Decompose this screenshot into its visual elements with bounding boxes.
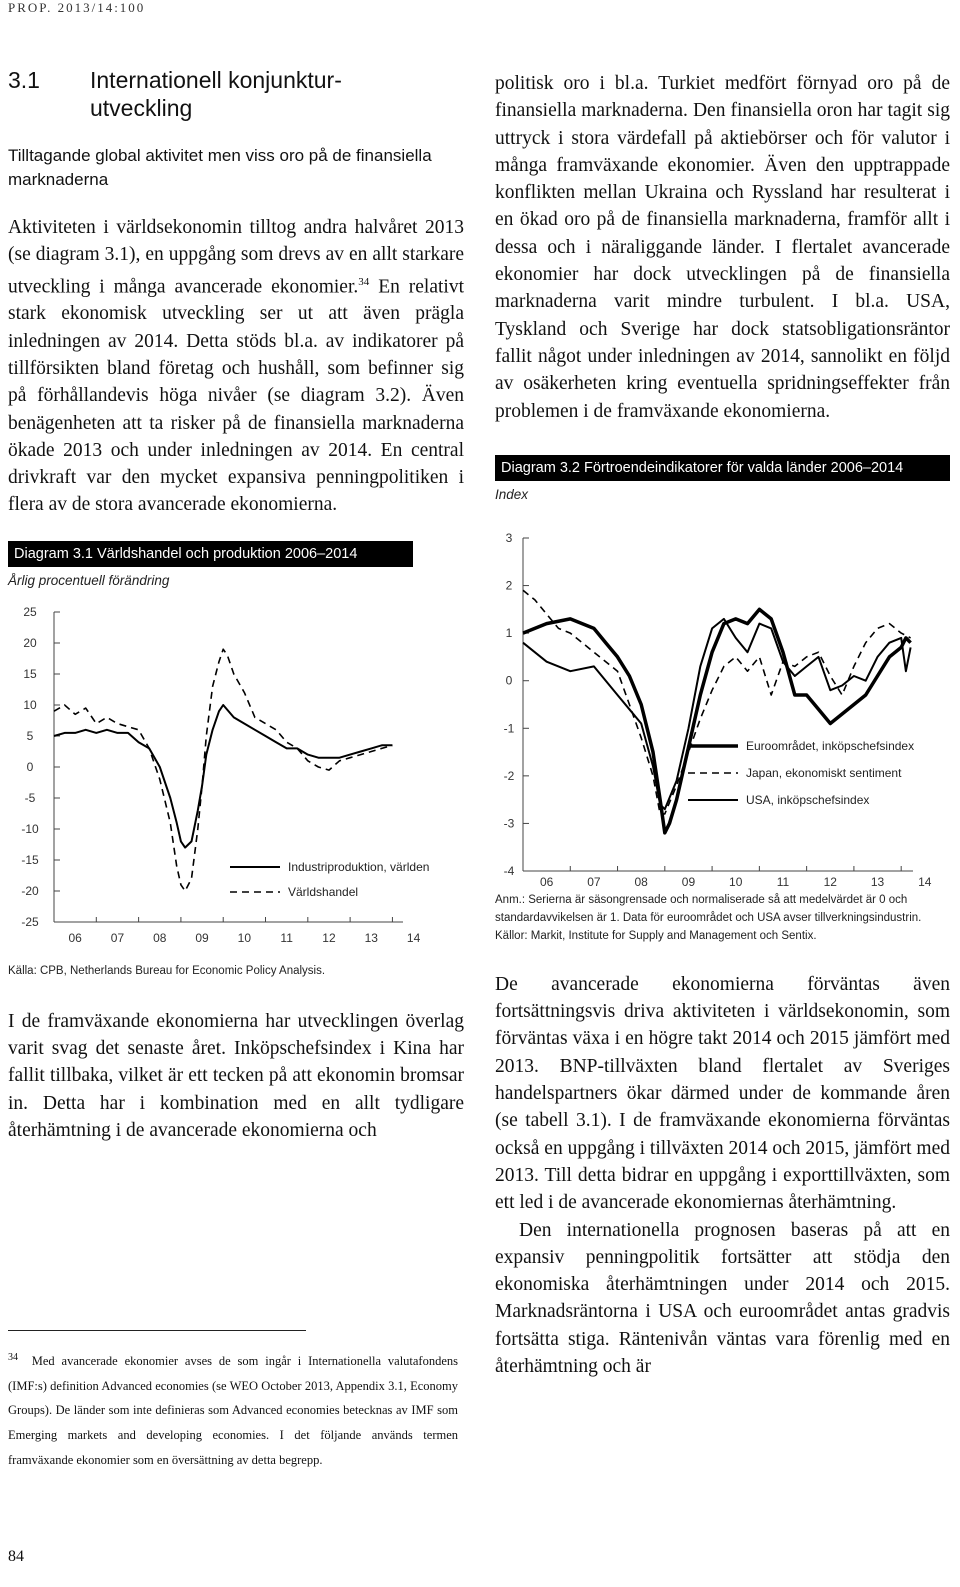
- running-head: PROP. 2013/14:100: [8, 0, 146, 15]
- x-tick-label: 08: [153, 930, 167, 945]
- x-tick-label: 06: [539, 874, 554, 889]
- x-tick-label: 11: [280, 930, 293, 945]
- body-paragraph: Den internationella prognosen baseras på att en expansiv penningpolitik fortsätter att stödja den ekonomiska återhämtningen under 2014 och 2015. Marknadsräntorna i USA och euroområdet antas gradvis fortsätta stiga. Räntenivån väntas vara förenlig med en återhämtning och är: [495, 1219, 950, 1378]
- figure-source: Källa: CPB, Netherlands Bureau for Economic Policy Analysis.: [8, 964, 326, 977]
- y-tick-label: 25: [23, 604, 37, 619]
- y-tick-label: 2: [505, 578, 513, 593]
- y-tick-label: 15: [23, 666, 37, 681]
- x-tick-label: 13: [364, 930, 378, 945]
- y-tick-label: 5: [26, 728, 34, 743]
- legend-label: USA, inköpschefsindex: [746, 792, 870, 807]
- right-column: [495, 70, 950, 1380]
- body-paragraph: De avancerade ekonomierna förväntas även fortsättningsvis driva aktiviteten i världsekonomin, som förväntas växa i en högre takt 2014 och 2015 jämfört med 2013. BNP-tillväxten bland flertalet av Sveriges handelspartners ökar därmed under de kommande åren (se tabell 3.1). I de framväxande ekonomierna förväntas också en uppgång i tillväxten 2014 och 2015, jämfört med 2013. Till detta bidrar en uppgång i exporttillväxten, som ett led i de avancerade ekonomiernas återhämtning.: [495, 973, 950, 1214]
- x-tick-label: 07: [587, 874, 601, 889]
- chart-confidence: [495, 506, 945, 891]
- x-tick-label: 09: [195, 930, 209, 945]
- legend-label: Industriproduktion, världen: [288, 859, 430, 874]
- paragraph-text: Aktiviteten i världsekonomin tilltog andra halvåret 2013 (se diagram 3.1), en uppgång som drevs av en allt starkare utveckling i många avancerade ekonomier.: [8, 217, 464, 298]
- x-tick-label: 13: [870, 874, 885, 889]
- y-tick-label: 20: [23, 635, 37, 650]
- x-tick-label: 11: [776, 874, 790, 889]
- figure-label: Diagram 3.1 Världshandel och produktion 2006–2014: [8, 541, 413, 567]
- footnote-ref: 34: [358, 275, 370, 288]
- x-tick-label: 14: [406, 930, 421, 945]
- figure-unit: Index: [495, 486, 529, 502]
- x-tick-label: 07: [110, 930, 125, 945]
- y-tick-label: -10: [21, 821, 39, 836]
- y-tick-label: -1: [503, 721, 515, 736]
- footnote-rule: [8, 1330, 306, 1331]
- y-tick-label: -2: [503, 768, 515, 783]
- y-tick-label: 1: [505, 626, 513, 641]
- y-tick-label: -3: [503, 816, 515, 831]
- legend-label: Euroområdet, inköpschefsindex: [746, 738, 915, 753]
- footnote: [8, 1346, 458, 1472]
- x-tick-label: 14: [918, 874, 932, 889]
- figure-source: Källor: Markit, Institute for Supply and Management och Sentix.: [495, 929, 817, 942]
- x-tick-label: 10: [237, 930, 252, 945]
- y-tick-label: -20: [21, 883, 39, 898]
- series-line: [54, 705, 392, 848]
- page-number: 84: [8, 1548, 24, 1565]
- x-tick-label: 06: [68, 930, 82, 945]
- figure-3-2: [495, 455, 950, 945]
- footnote-number: 34: [8, 1352, 18, 1363]
- chart-world-trade: [8, 596, 448, 966]
- x-tick-label: 10: [729, 874, 743, 889]
- x-tick-label: 09: [681, 874, 696, 889]
- section-title-line1: Internationell konjunktur-: [90, 67, 342, 93]
- body-paragraph: politisk oro i bl.a. Turkiet medfört förnyad oro på de finansiella marknaderna. Den finansiella oron har tagit sig uttryck i stora värdefall på aktiebörser och för valutor i många framväxande ekonomier. Även den upptrappade konflikten mellan Ukraina och Ryssland har resulterat i en ökad oro på de finansiella marknaderna, framför allt i dessa och i näraliggande länder. I flertalet avancerade ekonomier har dock utvecklingen på de finansiella marknaderna varit mindre turbulent. I bl.a. USA, Tyskland och Sverige har dock statsobligationsräntor fallit något under inledningen av 2014, sannolikt en följd av osäkerheten kring eventuella spridningseffekter från problemen i de framväxande ekonomierna.: [495, 73, 950, 422]
- section-number: 3.1: [8, 67, 40, 93]
- series-line: [523, 619, 911, 809]
- legend-label: Världshandel: [288, 884, 359, 899]
- y-tick-label: -5: [24, 790, 36, 805]
- body-paragraph: I de framväxande ekonomierna har utvecklingen överlag varit svag det senaste året. Inköpschefsindex i Kina har fallit tillbaka, vilket är ett tecken på att ekonomin bromsar in. Detta har i kombination med en allt tydligare återhämtning i de avancerade ekonomierna och: [8, 1010, 464, 1141]
- x-tick-label: 12: [823, 874, 837, 889]
- y-tick-label: -25: [21, 914, 39, 929]
- figure-3-1: [8, 541, 430, 980]
- y-tick-label: 3: [505, 530, 513, 545]
- figure-unit: Årlig procentuell förändring: [8, 572, 170, 588]
- x-tick-label: 12: [322, 930, 336, 945]
- figure-label: Diagram 3.2 Förtroendeindikatorer för valda länder 2006–2014: [495, 455, 950, 481]
- footnote-text: Med avancerade ekonomier avses de som ingår i Internationella valutafondens (IMF:s) definition Advanced economies (se WEO October 2013, Appendix 3.1, Economy Groups). De länder som inte definieras som Advanced economies betecknas av IMF som Emerging markets and developing economies. I det följande används termen framväxande ekonomier som en översättning av detta begrepp.: [8, 1354, 459, 1467]
- body-paragraph: [8, 214, 464, 519]
- y-tick-label: -4: [503, 863, 515, 878]
- section-title: [8, 66, 464, 122]
- x-tick-label: 08: [634, 874, 648, 889]
- y-tick-label: 0: [26, 759, 34, 774]
- y-tick-label: -15: [21, 852, 39, 867]
- figure-note: Anm.: Serierna är säsongrensade och normaliserade så att medelvärdet är 0 och standardavvikelsen är 1. Data för euroområdet och USA avser tillverkningsindustrin.: [495, 893, 922, 924]
- y-tick-label: 10: [23, 697, 37, 712]
- left-column: [8, 66, 464, 1144]
- y-tick-label: 0: [505, 673, 513, 688]
- legend-label: Japan, ekonomiskt sentiment: [746, 765, 902, 780]
- subheading: Tilltagande global aktivitet men viss oro på de finansiella marknaderna: [8, 146, 432, 189]
- paragraph-text: En relativt stark ekonomisk utveckling ser ut att även prägla inledningen av 2014. Detta stöds bl.a. av indikatorer på tillförsikten bland företag och hushåll, som befinner sig på förhållandevis höga nivåer (se diagram 3.2). Även benägenheten att ta risker på de finansiella marknaderna ökade 2013 och under inledningen av 2014. En central drivkraft var den mycket expansiva penningpolitiken i flera av de stora avancerade ekonomierna.: [8, 276, 464, 516]
- section-title-line2: utveckling: [90, 95, 193, 121]
- series-line: [54, 649, 392, 891]
